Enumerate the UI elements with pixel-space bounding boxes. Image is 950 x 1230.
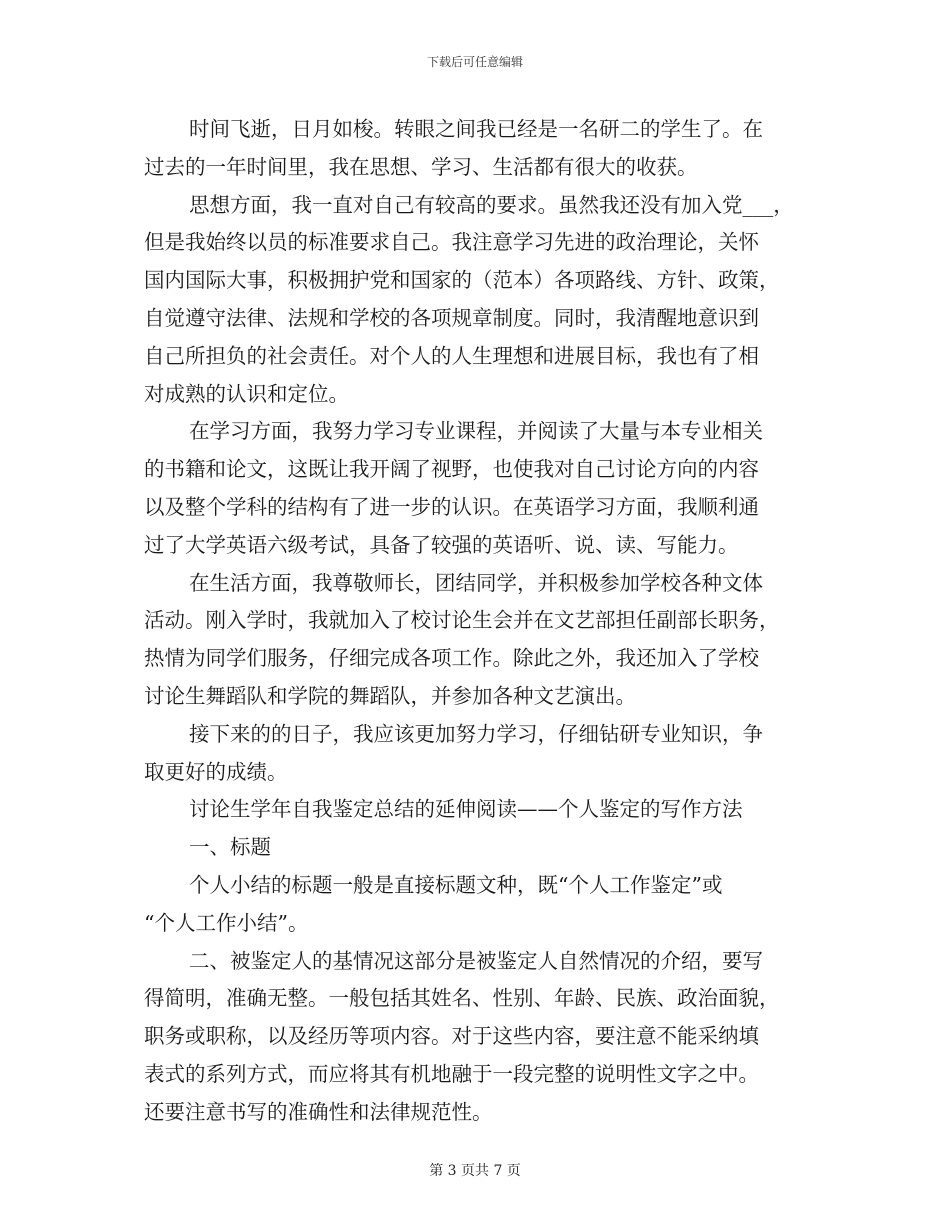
page-footer: 第 3 页共 7 页 [429,1163,521,1179]
text-line: 思想方面，我一直对自己有较高的要求。虽然我还没有加入党___， [189,192,794,217]
text-line: 讨论生舞蹈队和学院的舞蹈队，并参加各种文艺演出。 [144,683,636,708]
text-line: 在生活方面，我尊敬师长，团结同学，并积极参加学校各种文体 [189,570,763,595]
document-body [144,111,812,1132]
text-line: 活动。刚入学时，我就加入了校讨论生会并在文艺部担任副部长职务， [144,608,780,633]
text-line: 自觉遵守法律、法规和学校的各项规章制度。同时，我清醒地意识到 [144,305,759,330]
text-line: 对成熟的认识和定位。 [144,381,349,406]
text-line: 二、被鉴定人的基情况这部分是被鉴定人自然情况的介绍，要写 [189,948,763,973]
text-line: “个人工作小结”。 [144,910,309,935]
text-line: 热情为同学们服务，仔细完成各项工作。除此之外，我还加入了学校 [144,646,759,671]
text-line: 国内国际大事，积极拥护党和国家的（范本）各项路线、方针、政策， [144,268,780,293]
text-line: 个人小结的标题一般是直接标题文种，既“个人工作鉴定”或 [189,872,723,897]
text-line: 在学习方面，我努力学习专业课程，并阅读了大量与本专业相关 [189,419,763,444]
text-line: 接下来的的日子，我应该更加努力学习，仔细钻研专业知识，争 [189,721,763,746]
text-line: 时间飞逝，日月如梭。转眼之间我已经是一名研二的学生了。在 [189,117,763,141]
text-line: 表式的系列方式，而应将其有机地融于一段完整的说明性文字之中。 [144,1061,759,1086]
text-line: 取更好的成绩。 [144,759,288,784]
text-line: 得简明，准确无整。一般包括其姓名、性别、年龄、民族、政治面貌， [144,986,780,1011]
text-line: 的书籍和论文，这既让我开阔了视野，也使我对自己讨论方向的内容 [144,457,759,482]
text-line: 自己所担负的社会责任。对个人的人生理想和进展目标，我也有了相 [144,343,759,368]
text-line: 职务或职称，以及经历等项内容。对于这些内容，要注意不能采纳填 [144,1024,759,1049]
text-line: 还要注意书写的准确性和法律规范性。 [144,1099,493,1124]
text-line: 但是我始终以员的标准要求自己。我注意学习先进的政治理论，关怀 [144,230,759,255]
text-line: 过了大学英语六级考试，具备了较强的英语听、说、读、写能力。 [144,532,739,557]
text-line: 一、标题 [189,835,271,860]
text-line: 讨论生学年自我鉴定总结的延伸阅读——个人鉴定的写作方法 [189,797,743,822]
text-line: 以及整个学科的结构有了进一步的认识。在英语学习方面，我顺利通 [144,494,759,519]
page-header: 下载后可任意编辑 [426,55,523,69]
text-line: 过去的一年时间里，我在思想、学习、生活都有很大的收获。 [144,154,698,179]
